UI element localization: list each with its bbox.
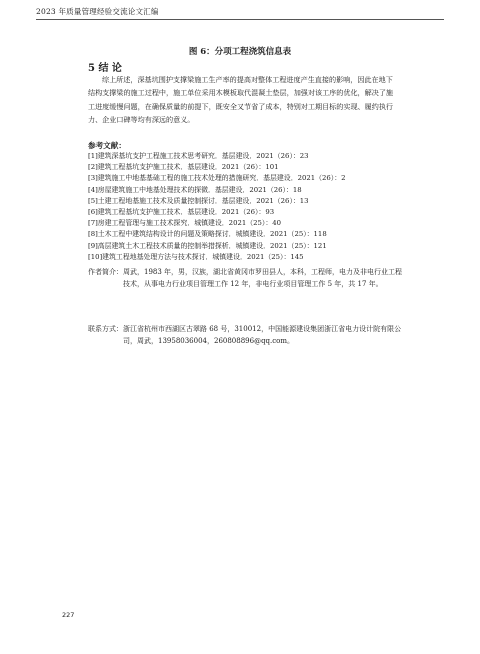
figure-caption: 图 6：分项工程浇筑信息表 (188, 47, 292, 57)
references-list (88, 151, 408, 263)
page-number: 227 (62, 611, 75, 619)
conclusion-paragraph: 综上所述，深基坑围护支撑梁施工生产率的提高对整体工程进度产生直接的影响，因此在地下结构支撑梁的施工过程中，施工单位采用木模板取代混凝土垫层，加强对该工序的优化，解决了施工进度缓慢问题，在确保质量的前提下，既安全又节省了成本，特别对工期目标的实现、履约执行力、企业口碑等均有深远的意义。 (88, 75, 394, 125)
contact-info (88, 324, 406, 347)
reference-item: [7]房建工程管理与施工技术探究．城镇建设．2021（25）：40 (88, 219, 281, 228)
reference-item: [9]高层建筑土木工程技术质量的控制举措探析．城镇建设．2021（25）：121 (88, 241, 327, 250)
references-title: 参考文献： (88, 141, 126, 150)
reference-item: [2]建筑工程基坑支护施工技术．基层建设．2021（26）：101 (88, 163, 279, 172)
author-bio (88, 267, 406, 290)
reference-item: [5]土建工程地基施工技术及质量控制探讨．基层建设．2021（26）：13 (88, 196, 309, 205)
reference-item: [3]建筑施工中地基基础工程的施工技术处理的措施研究．基层建设．2021（26）：2 (88, 174, 346, 183)
reference-item: [4]房屋建筑施工中地基处理技术的探微．基层建设．2021（26）：18 (88, 185, 302, 194)
contact-label: 联系方式： (88, 325, 123, 333)
section-title: 5 结 论 (88, 63, 122, 74)
author-bio-text: 周武，1983 年，男，汉族，湖北省黄冈市罗田县人，本科，工程师，电力及非电行业工程技术，从事电力行业项目管理工作 12 年，非电行业项目管理工作 5 年，共 17 年。 (123, 268, 403, 288)
author-bio-label: 作者简介： (88, 268, 123, 276)
contact-text: 浙江省杭州市西湖区古翠路 68 号，310012，中国能源建设集团浙江省电力设计院有限公司，周武，13958036004，260808896@qq.com。 (123, 325, 402, 345)
reference-item: [10]建筑工程地基处理方法与技术探讨．城镇建设．2021（25）：145 (88, 252, 304, 261)
reference-item: [8]土木工程中建筑结构设计的问题及策略探讨．城镇建设．2021（25）：118 (88, 230, 327, 239)
running-header: 2023 年质量管理经验交流论文汇编 (36, 6, 444, 20)
reference-item: [1]建筑深基坑支护工程施工技术思考研究．基层建设．2021（26）：23 (88, 152, 309, 160)
reference-item: [6]建筑工程基坑支护施工技术．基层建设．2021（26）：93 (88, 208, 275, 217)
